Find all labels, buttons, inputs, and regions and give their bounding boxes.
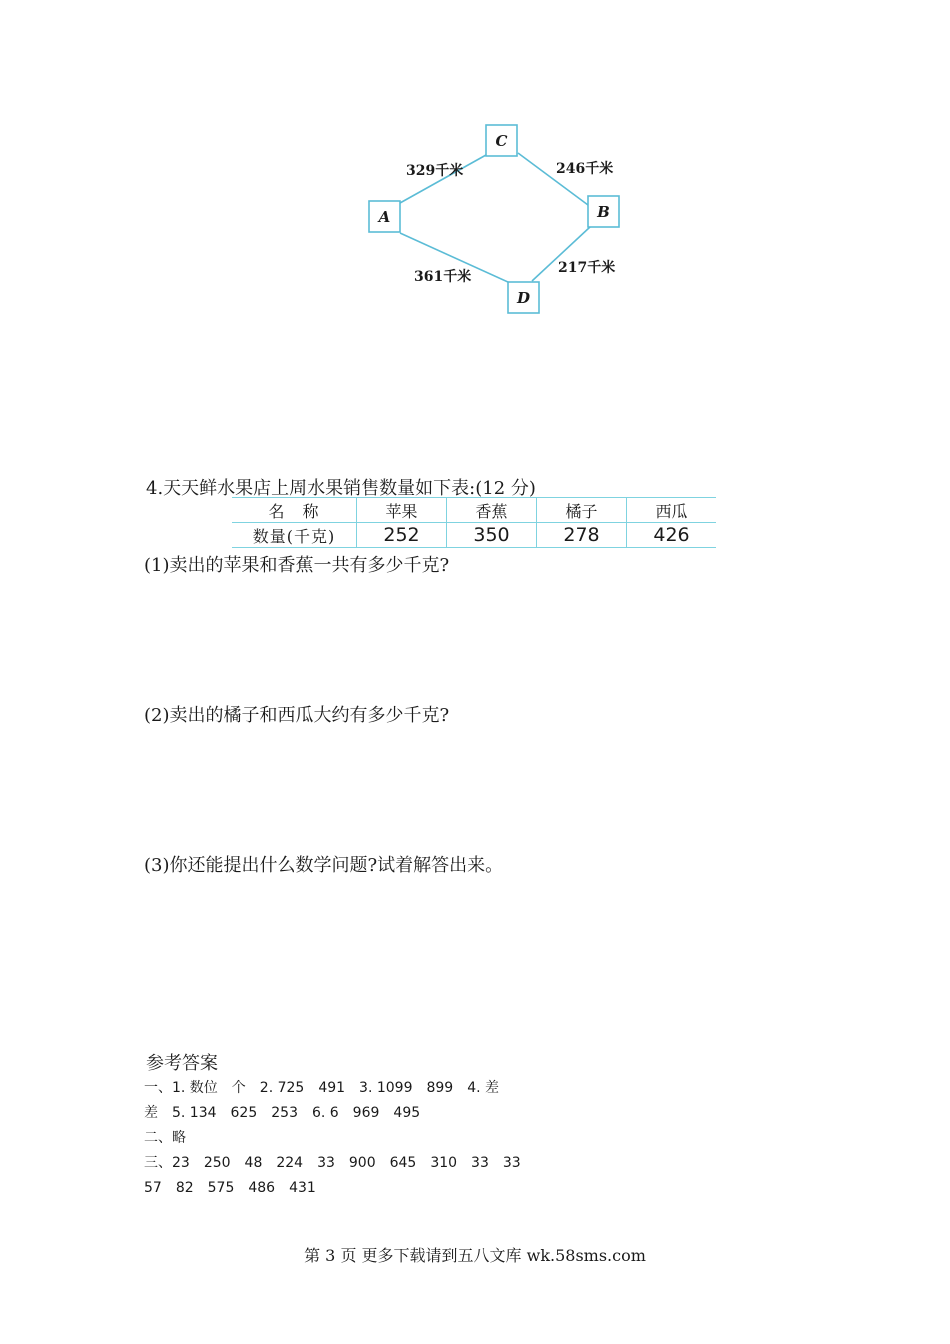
header-cell-name: 名 称	[232, 498, 357, 523]
answer-line-5: 57 82 575 486 431	[144, 1180, 316, 1196]
header-cell-watermelon: 西瓜	[627, 498, 717, 523]
sales-table	[232, 497, 716, 548]
question-4-title: 4.天天鲜水果店上周水果销售数量如下表:(12 分)	[146, 478, 536, 499]
value-cell-orange: 278	[537, 523, 627, 548]
answers-title: 参考答案	[146, 1053, 218, 1074]
node-a-label: A	[378, 208, 391, 226]
value-cell-watermelon: 426	[627, 523, 717, 548]
answer-line-3: 二、略	[144, 1130, 186, 1146]
answer-line-4: 三、23 250 48 224 33 900 645 310 33 33	[144, 1155, 521, 1171]
value-cell-apple: 252	[357, 523, 447, 548]
answer-line-2: 差 5. 134 625 253 6. 6 969 495	[144, 1105, 421, 1121]
edge-a-c-label: 329千米	[406, 163, 464, 179]
sub-question-3: (3)你还能提出什么数学问题?试着解答出来。	[144, 855, 504, 876]
header-cell-banana: 香蕉	[447, 498, 537, 523]
value-cell-banana: 350	[447, 523, 537, 548]
edge-d-b-label: 217千米	[558, 260, 616, 276]
node-b-label: B	[597, 203, 610, 221]
edge-c-b-label: 246千米	[556, 161, 614, 177]
page-footer: 第 3 页 更多下载请到五八文库 wk.58sms.com	[304, 1246, 646, 1265]
node-d-label: D	[516, 289, 531, 307]
header-cell-orange: 橘子	[537, 498, 627, 523]
header-cell-apple: 苹果	[357, 498, 447, 523]
sub-question-2: (2)卖出的橘子和西瓜大约有多少千克?	[144, 705, 450, 726]
row-label-quantity: 数量(千克)	[232, 523, 357, 548]
node-c-label: C	[495, 132, 508, 150]
sub-question-1: (1)卖出的苹果和香蕉一共有多少千克?	[144, 555, 450, 576]
edge-a-d-label: 361千米	[414, 269, 472, 285]
table-header-row	[232, 498, 716, 523]
answer-line-1: 一、1. 数位 个 2. 725 491 3. 1099 899 4. 差	[144, 1080, 500, 1096]
table-value-row	[232, 523, 716, 548]
route-diagram	[360, 115, 630, 325]
